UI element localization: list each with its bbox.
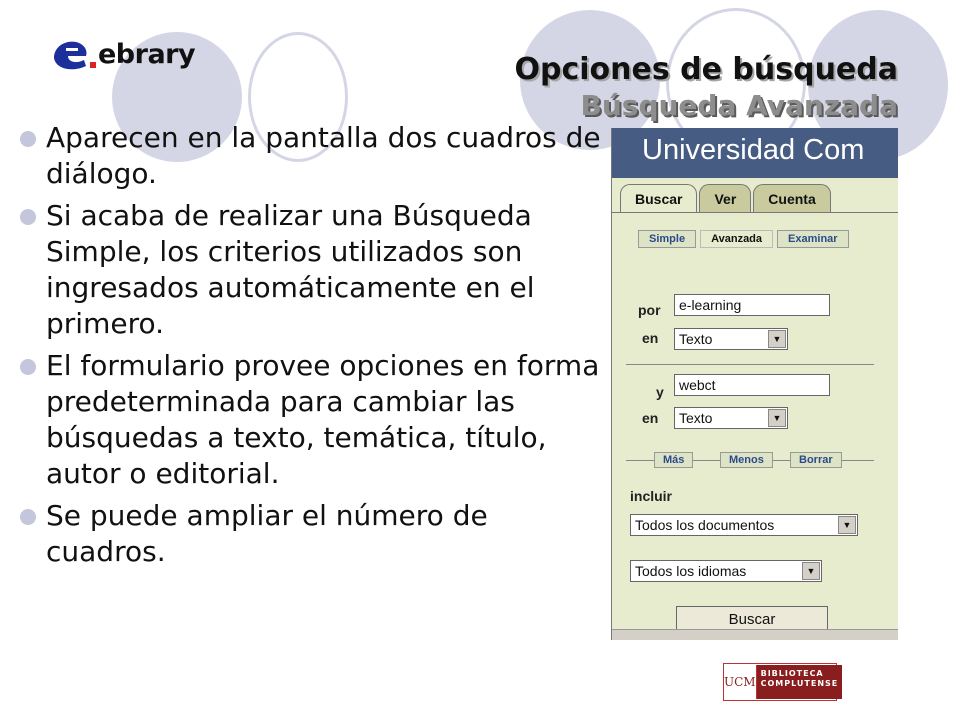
tab-divider: [612, 212, 898, 213]
ebrary-logo-icon: [52, 36, 96, 72]
less-button[interactable]: Menos: [720, 452, 773, 468]
bullet-text: Se puede ampliar el número de cuadros.: [46, 499, 488, 568]
tab-cuenta[interactable]: Cuenta: [753, 184, 830, 213]
ucm-library-logo: [723, 663, 837, 701]
language-select[interactable]: [630, 560, 822, 582]
title-line-1: Opciones de búsqueda: [514, 52, 898, 87]
chevron-down-icon: ▼: [768, 330, 786, 348]
bullet-text: El formulario provee opciones en forma predeterminada para cambiar las búsquedas a texto, temática, título, autor o editorial.: [46, 349, 600, 490]
label-y: y: [656, 384, 664, 400]
bullet-text: Aparecen en la pantalla dos cuadros de diálogo.: [46, 121, 601, 190]
search-form-screenshot: [611, 128, 898, 640]
bullet-dot: [20, 509, 36, 525]
bullet-item: [18, 498, 608, 570]
documents-select-value: Todos los documentos: [635, 517, 775, 533]
label-por: por: [638, 302, 661, 318]
subtab-examinar[interactable]: Examinar: [777, 230, 849, 248]
tab-ver[interactable]: Ver: [699, 184, 751, 213]
ucm-text: [757, 665, 843, 699]
label-en-2: en: [642, 410, 659, 426]
clear-button[interactable]: Borrar: [790, 452, 842, 468]
subtab-avanzada[interactable]: Avanzada: [700, 230, 773, 248]
bullet-item: [18, 348, 608, 492]
tab-bar: [620, 184, 833, 213]
ucm-mark: UCM: [724, 665, 757, 699]
bullet-list: [18, 120, 608, 576]
ucm-line-2: COMPLUTENSE: [760, 679, 839, 688]
bullet-dot: [20, 209, 36, 225]
search-button[interactable]: Buscar: [676, 606, 828, 632]
field-select-2[interactable]: [674, 407, 788, 429]
label-incluir: incluir: [630, 488, 673, 504]
search-input-1[interactable]: e-learning: [674, 294, 830, 316]
panel-header: Universidad Com: [612, 128, 898, 178]
bullet-item: [18, 198, 608, 342]
title-line-2: Búsqueda Avanzada: [580, 89, 898, 122]
ebrary-logo: [52, 36, 195, 72]
tab-buscar[interactable]: Buscar: [620, 184, 697, 213]
bullet-dot: [20, 131, 36, 147]
bullet-dot: [20, 359, 36, 375]
ebrary-logo-text: ebrary: [98, 38, 196, 70]
ucm-line-1: BIBLIOTECA: [760, 669, 824, 678]
documents-select[interactable]: [630, 514, 858, 536]
chevron-down-icon: ▼: [802, 562, 820, 580]
more-button[interactable]: Más: [654, 452, 693, 468]
field-select-1[interactable]: [674, 328, 788, 350]
subtab-bar: [638, 230, 853, 248]
chevron-down-icon: ▼: [768, 409, 786, 427]
label-en-1: en: [642, 330, 659, 346]
divider: [626, 364, 874, 365]
bullet-item: [18, 120, 608, 192]
chevron-down-icon: ▼: [838, 516, 856, 534]
subtab-simple[interactable]: Simple: [638, 230, 696, 248]
language-select-value: Todos los idiomas: [635, 563, 747, 579]
field-select-2-value: Texto: [679, 410, 713, 426]
search-input-2[interactable]: webct: [674, 374, 830, 396]
slide-title: [514, 52, 898, 124]
field-select-1-value: Texto: [679, 331, 713, 347]
horizontal-scrollbar[interactable]: [612, 629, 898, 640]
bullet-text: Si acaba de realizar una Búsqueda Simple, los criterios utilizados son ingresados automáticamente en el primero.: [46, 199, 535, 340]
